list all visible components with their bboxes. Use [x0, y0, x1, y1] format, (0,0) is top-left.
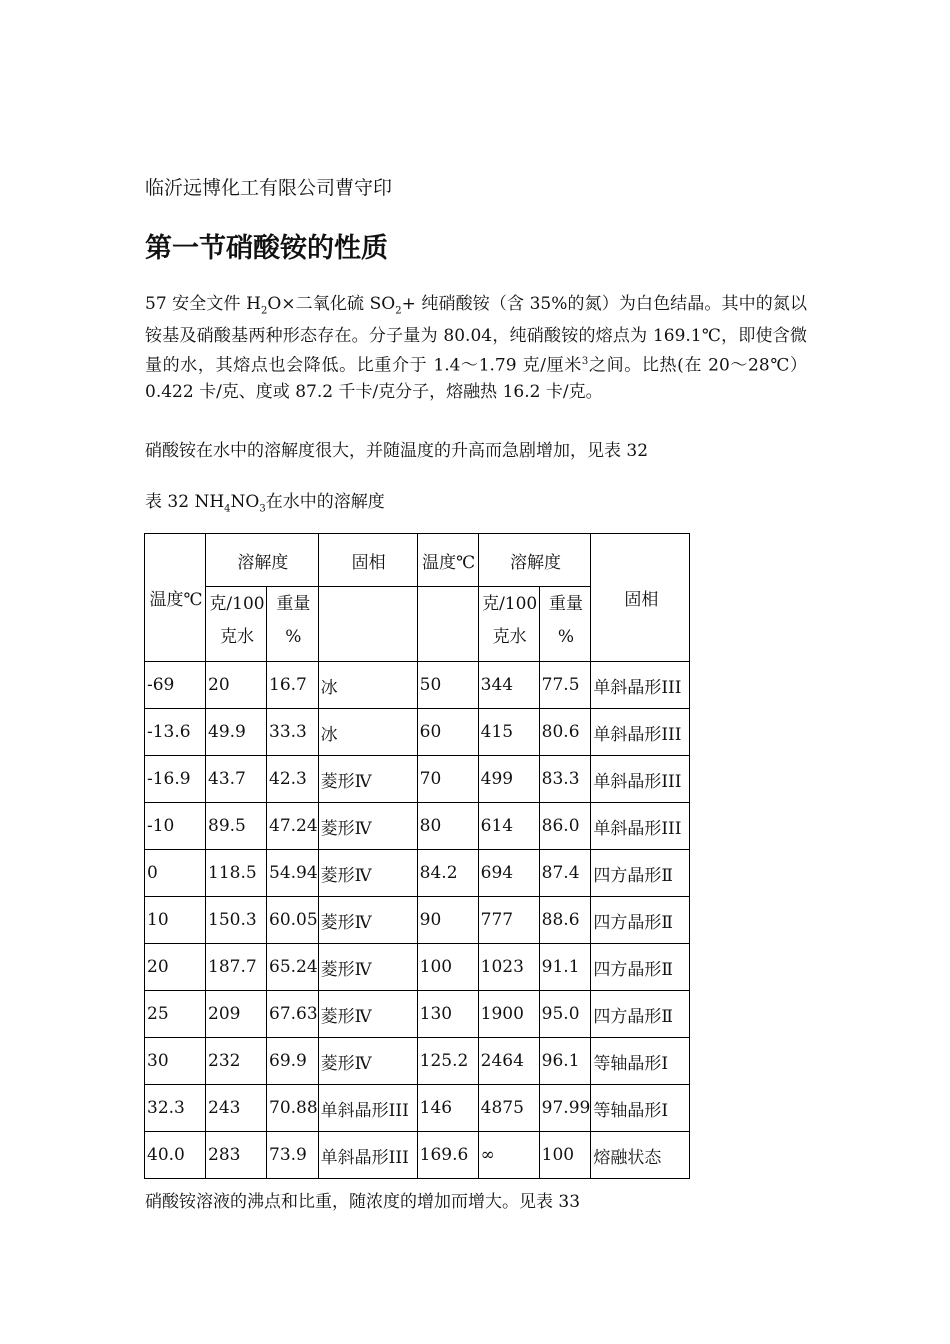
- table-cell: 1900: [478, 991, 539, 1038]
- table-cell: 118.5: [206, 850, 267, 897]
- table-cell: 30: [145, 1038, 206, 1085]
- table-cell: 43.7: [206, 756, 267, 803]
- table-cell: 冰: [318, 709, 417, 756]
- table-cell: 单斜晶形III: [318, 1132, 417, 1179]
- header-phase-right: 固相: [591, 534, 690, 662]
- table-cell: 150.3: [206, 897, 267, 944]
- table-row: [145, 897, 690, 944]
- table-cell: 20: [206, 662, 267, 709]
- subheader-weight-right: 重量 %: [539, 587, 591, 662]
- table-cell: 415: [478, 709, 539, 756]
- table-cell: 1023: [478, 944, 539, 991]
- table-cell: 33.3: [267, 709, 319, 756]
- table-cell: 83.3: [539, 756, 591, 803]
- table-cell: 73.9: [267, 1132, 319, 1179]
- table-cell: 四方晶形Ⅱ: [591, 897, 690, 944]
- table-cell: -13.6: [145, 709, 206, 756]
- section-heading: 第一节硝酸铵的性质: [145, 233, 388, 264]
- table-cell: 77.5: [539, 662, 591, 709]
- table-cell: 89.5: [206, 803, 267, 850]
- table-cell: 169.6: [417, 1132, 478, 1179]
- table-cell: 232: [206, 1038, 267, 1085]
- table-row: [145, 662, 690, 709]
- table-row: [145, 1085, 690, 1132]
- table-cell: 283: [206, 1132, 267, 1179]
- table-cell: 菱形Ⅳ: [318, 803, 417, 850]
- table-cell: ∞: [478, 1132, 539, 1179]
- table-row: [145, 709, 690, 756]
- subheader-weight-left: 重量 %: [267, 587, 319, 662]
- table-cell: 90: [417, 897, 478, 944]
- table-cell: 47.24: [267, 803, 319, 850]
- table-caption: 表 32 $NH_4NO_3$在水中的溶解度: [145, 492, 385, 515]
- table-cell: 单斜晶形III: [591, 756, 690, 803]
- table-cell: 单斜晶形III: [318, 1085, 417, 1132]
- table-cell: 499: [478, 756, 539, 803]
- table-cell: 单斜晶形III: [591, 709, 690, 756]
- table-cell: 60: [417, 709, 478, 756]
- table-cell: 130: [417, 991, 478, 1038]
- table-cell: 96.1: [539, 1038, 591, 1085]
- table-cell: 100: [417, 944, 478, 991]
- table-cell: 209: [206, 991, 267, 1038]
- table-cell: 25: [145, 991, 206, 1038]
- table-cell: 88.6: [539, 897, 591, 944]
- header-phase-left: 固相: [318, 534, 417, 587]
- table-cell: 菱形Ⅳ: [318, 850, 417, 897]
- table-cell: 单斜晶形III: [591, 662, 690, 709]
- table-cell: 2464: [478, 1038, 539, 1085]
- table-cell: 菱形Ⅳ: [318, 897, 417, 944]
- subheader-empty-phase: [318, 587, 417, 662]
- table-cell: 等轴晶形Ⅰ: [591, 1085, 690, 1132]
- table-cell: 694: [478, 850, 539, 897]
- table-cell: -69: [145, 662, 206, 709]
- table-cell: 菱形Ⅳ: [318, 944, 417, 991]
- table-row: [145, 1132, 690, 1179]
- properties-paragraph: 57 安全文件 $H_2O\times$二氧化硫 $SO_2+$ 纯硝酸铵（含 35%的氮）为白色结晶。其中的氮以铵基及硝酸基两种形态存在。分子量为 80.04，纯硝酸铵的熔点为 169.1℃，即使含微量的水，其熔点也会降低。比重介于 1.4～1.79 克/厘米$^3$之间。比热(在 20～28℃）0.422 卡/克、度或 87.2 千卡/克分子，熔融热 16.2 卡/克。: [145, 294, 808, 402]
- table-cell: 等轴晶形Ⅰ: [591, 1038, 690, 1085]
- table-cell: 四方晶形Ⅱ: [591, 991, 690, 1038]
- table-cell: 冰: [318, 662, 417, 709]
- table-cell: 熔融状态: [591, 1132, 690, 1179]
- table-cell: 菱形Ⅳ: [318, 756, 417, 803]
- table-cell: 70.88: [267, 1085, 319, 1132]
- table-cell: 10: [145, 897, 206, 944]
- subheader-g100-right: 克/100 克水: [478, 587, 539, 662]
- table-cell: 单斜晶形III: [591, 803, 690, 850]
- table-cell: 80: [417, 803, 478, 850]
- table-cell: 67.63: [267, 991, 319, 1038]
- table-cell: 95.0: [539, 991, 591, 1038]
- table-cell: 97.99: [539, 1085, 591, 1132]
- table-cell: 42.3: [267, 756, 319, 803]
- table-cell: 菱形Ⅳ: [318, 1038, 417, 1085]
- header-temp-left: 温度℃: [145, 534, 206, 662]
- table-cell: 344: [478, 662, 539, 709]
- table-cell: 4875: [478, 1085, 539, 1132]
- table-cell: 49.9: [206, 709, 267, 756]
- table-cell: 70: [417, 756, 478, 803]
- table-row: [145, 944, 690, 991]
- table-cell: 16.7: [267, 662, 319, 709]
- table-row: [145, 1038, 690, 1085]
- table-cell: 0: [145, 850, 206, 897]
- table-cell: 69.9: [267, 1038, 319, 1085]
- table-cell: -16.9: [145, 756, 206, 803]
- table-cell: 243: [206, 1085, 267, 1132]
- solubility-paragraph: 硝酸铵在水中的溶解度很大，并随温度的升高而急剧增加，见表 32: [145, 441, 649, 461]
- table-cell: 614: [478, 803, 539, 850]
- table-cell: 20: [145, 944, 206, 991]
- table-cell: 54.94: [267, 850, 319, 897]
- table-row: [145, 803, 690, 850]
- table-cell: 187.7: [206, 944, 267, 991]
- table-cell: 86.0: [539, 803, 591, 850]
- solubility-table: [144, 533, 690, 1179]
- table-cell: 146: [417, 1085, 478, 1132]
- table-cell: 84.2: [417, 850, 478, 897]
- table-cell: 80.6: [539, 709, 591, 756]
- subheader-g100-left: 克/100 克水: [206, 587, 267, 662]
- table-cell: 菱形Ⅳ: [318, 991, 417, 1038]
- table-cell: 100: [539, 1132, 591, 1179]
- table-cell: 91.1: [539, 944, 591, 991]
- table-row: [145, 991, 690, 1038]
- table-cell: 777: [478, 897, 539, 944]
- table-cell: 四方晶形Ⅱ: [591, 944, 690, 991]
- subheader-empty-temp: [417, 587, 478, 662]
- table-cell: 87.4: [539, 850, 591, 897]
- table-cell: 60.05: [267, 897, 319, 944]
- table-row: [145, 850, 690, 897]
- table-cell: 32.3: [145, 1085, 206, 1132]
- header-solubility-right: 溶解度: [478, 534, 591, 587]
- header-solubility-left: 溶解度: [206, 534, 319, 587]
- table-header-row: [145, 534, 690, 587]
- table-cell: 四方晶形Ⅱ: [591, 850, 690, 897]
- table-cell: 40.0: [145, 1132, 206, 1179]
- header-temp-right: 温度℃: [417, 534, 478, 587]
- table-cell: 65.24: [267, 944, 319, 991]
- table-cell: 50: [417, 662, 478, 709]
- table-row: [145, 756, 690, 803]
- boiling-point-paragraph: 硝酸铵溶液的沸点和比重，随浓度的增加而增大。见表 33: [145, 1192, 581, 1212]
- table-cell: 125.2: [417, 1038, 478, 1085]
- table-cell: -10: [145, 803, 206, 850]
- author-line: 临沂远博化工有限公司曹守印: [145, 177, 393, 199]
